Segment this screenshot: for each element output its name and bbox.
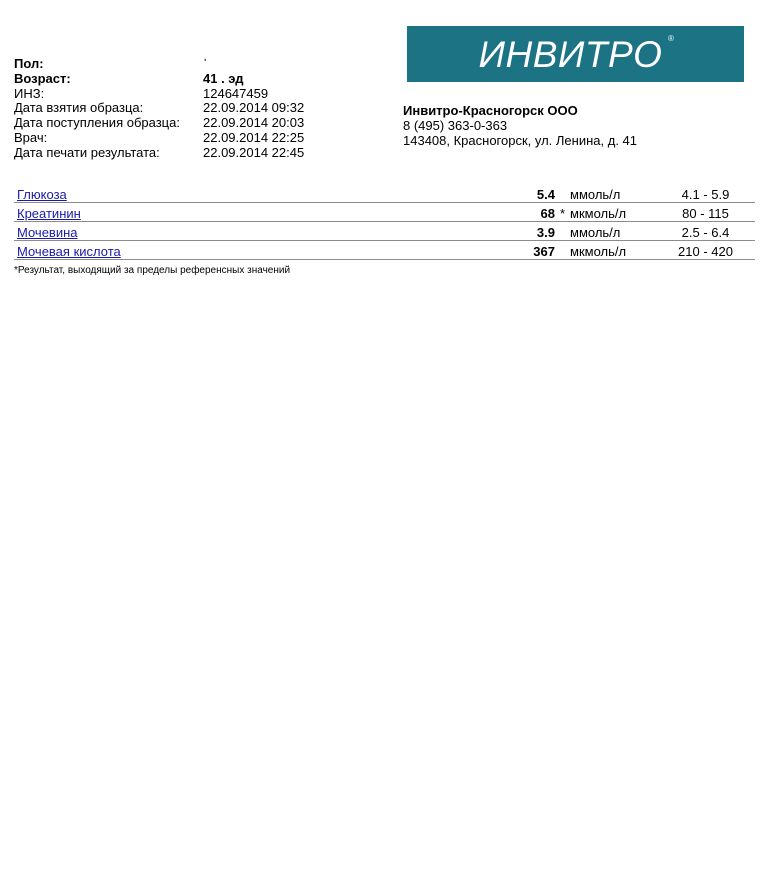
result-unit: ммоль/л bbox=[570, 184, 656, 203]
table-row bbox=[14, 241, 755, 260]
result-unit: мкмоль/л bbox=[570, 203, 656, 222]
lab-info bbox=[403, 104, 637, 148]
test-link-glucose[interactable]: Глюкоза bbox=[17, 187, 67, 202]
patient-row-inz bbox=[14, 87, 304, 102]
logo-text: ИНВИТРО ® bbox=[478, 34, 675, 75]
results-table bbox=[14, 184, 755, 260]
patient-row-print-date bbox=[14, 146, 304, 161]
doctor-value: 22.09.2014 22:25 bbox=[203, 129, 305, 145]
received-date-label: Дата поступления образца: bbox=[14, 115, 180, 131]
doctor-label: Врач: bbox=[14, 129, 48, 145]
patient-info bbox=[14, 57, 304, 161]
received-date-value: 22.09.2014 20:03 bbox=[203, 115, 305, 131]
lab-phone: 8 (495) 363-0-363 bbox=[403, 117, 508, 133]
result-value: 68 bbox=[487, 203, 555, 222]
invitro-logo bbox=[407, 26, 744, 82]
result-flag bbox=[555, 241, 570, 260]
inz-value: 124647459 bbox=[203, 85, 269, 101]
sex-value: ˈ bbox=[203, 56, 208, 71]
test-link-uric-acid[interactable]: Мочевая кислота bbox=[17, 244, 121, 259]
result-flag: * bbox=[555, 203, 570, 222]
table-row bbox=[14, 203, 755, 222]
reference-range: 80 - 115 bbox=[656, 203, 755, 222]
patient-row-doctor bbox=[14, 131, 304, 146]
result-unit: ммоль/л bbox=[570, 222, 656, 241]
test-link-creatinine[interactable]: Креатинин bbox=[17, 206, 81, 221]
sample-date-label: Дата взятия образца: bbox=[14, 100, 144, 116]
table-row bbox=[14, 222, 755, 241]
patient-row-sample-date bbox=[14, 101, 304, 116]
reference-range: 210 - 420 bbox=[656, 241, 755, 260]
result-flag bbox=[555, 184, 570, 203]
age-value: 41 . эд bbox=[203, 70, 244, 86]
patient-row-sex bbox=[14, 57, 304, 72]
test-link-urea[interactable]: Мочевина bbox=[17, 225, 78, 240]
registered-mark: ® bbox=[668, 34, 675, 43]
result-unit: мкмоль/л bbox=[570, 241, 656, 260]
table-row bbox=[14, 184, 755, 203]
reference-range: 2.5 - 6.4 bbox=[656, 222, 755, 241]
inz-label: ИНЗ: bbox=[14, 85, 45, 101]
sex-label: Пол: bbox=[14, 56, 44, 71]
reference-range: 4.1 - 5.9 bbox=[656, 184, 755, 203]
result-value: 3.9 bbox=[487, 222, 555, 241]
patient-row-received-date bbox=[14, 116, 304, 131]
print-date-value: 22.09.2014 22:45 bbox=[203, 144, 305, 160]
result-flag bbox=[555, 222, 570, 241]
result-value: 5.4 bbox=[487, 184, 555, 203]
result-value: 367 bbox=[487, 241, 555, 260]
sample-date-value: 22.09.2014 09:32 bbox=[203, 100, 305, 116]
age-label: Возраст: bbox=[14, 70, 71, 86]
lab-name: Инвитро-Красногорск ООО bbox=[403, 103, 578, 118]
footnote: *Результат, выходящий за пределы референсных значений bbox=[14, 265, 291, 276]
print-date-label: Дата печати результата: bbox=[14, 144, 160, 160]
lab-address: 143408, Красногорск, ул. Ленина, д. 41 bbox=[403, 132, 637, 148]
patient-row-age bbox=[14, 72, 304, 87]
